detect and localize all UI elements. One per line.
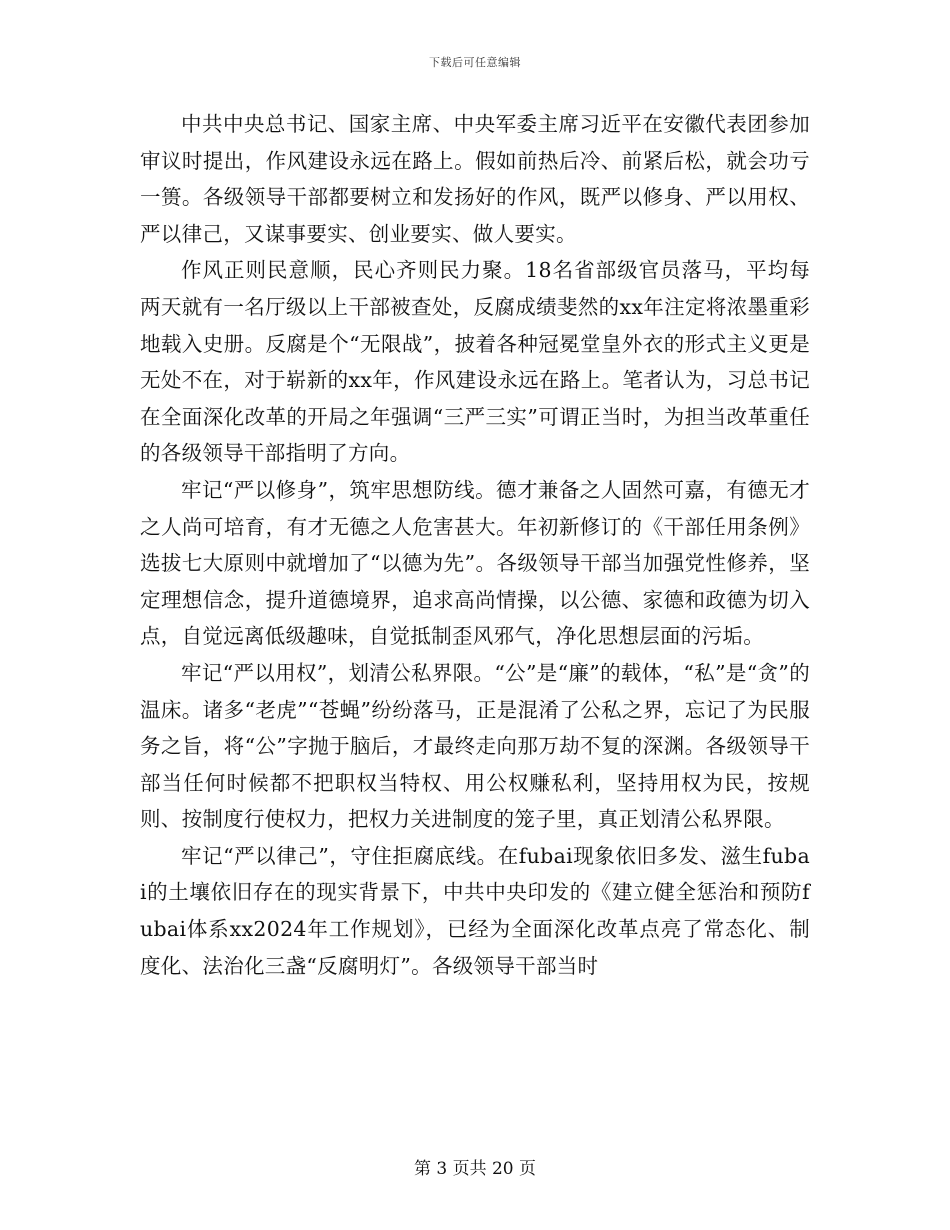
paragraph-1: 中共中央总书记、国家主席、中央军委主席习近平在安徽代表团参加审议时提出，作风建设永远在路上。假如前热后冷、前紧后松，就会功亏一篑。各级领导干部都要树立和发扬好的作风，既严以修身、严以用权、严以律己，又谋事要实、创业要实、做人要实。	[140, 112, 810, 246]
paragraph-4: 牢记“严以用权”，划清公私界限。“公”是“廉”的载体，“私”是“贪”的温床。诸多“老虎”“苍蝇”纷纷落马，正是混淆了公私之界，忘记了为民服务之旨，将“公”字抛于脑后，才最终走向那万劫不复的深渊。各级领导干部当任何时候都不把职权当特权、用公权赚私利，坚持用权为民，按规则、按制度行使权力，把权力关进制度的笼子里，真正划清公私界限。	[140, 660, 810, 832]
page-header: 下载后可任意编辑	[429, 56, 521, 69]
paragraph-3: 牢记“严以修身”，筑牢思想防线。德才兼备之人固然可嘉，有德无才之人尚可培育，有才无德之人危害甚大。年初新修订的《干部任用条例》选拔七大原则中就增加了“以德为先”。各级领导干部当加强党性修养，坚定理想信念，提升道德境界，追求高尚情操，以公德、家德和政德为切入点，自觉远离低级趣味，自觉抵制歪风邪气，净化思想层面的污垢。	[140, 477, 810, 649]
page-footer: 第 3 页共 20 页	[413, 1159, 537, 1179]
paragraph-5: 牢记“严以律己”，守住拒腐底线。在fubai现象依旧多发、滋生fubai的土壤依旧存在的现实背景下，中共中央印发的《建立健全惩治和预防fubai体系xx2024年工作规划》，已经为全面深化改革点亮了常态化、制度化、法治化三盏“反腐明灯”。各级领导干部当时	[140, 843, 810, 978]
document-body	[140, 106, 810, 984]
paragraph-2: 作风正则民意顺，民心齐则民力聚。18名省部级官员落马，平均每两天就有一名厅级以上干部被查处，反腐成绩斐然的xx年注定将浓墨重彩地载入史册。反腐是个“无限战”，披着各种冠冕堂皇外衣的形式主义更是无处不在，对于崭新的xx年，作风建设永远在路上。笔者认为，习总书记在全面深化改革的开局之年强调“三严三实”可谓正当时，为担当改革重任的各级领导干部指明了方向。	[140, 258, 810, 466]
